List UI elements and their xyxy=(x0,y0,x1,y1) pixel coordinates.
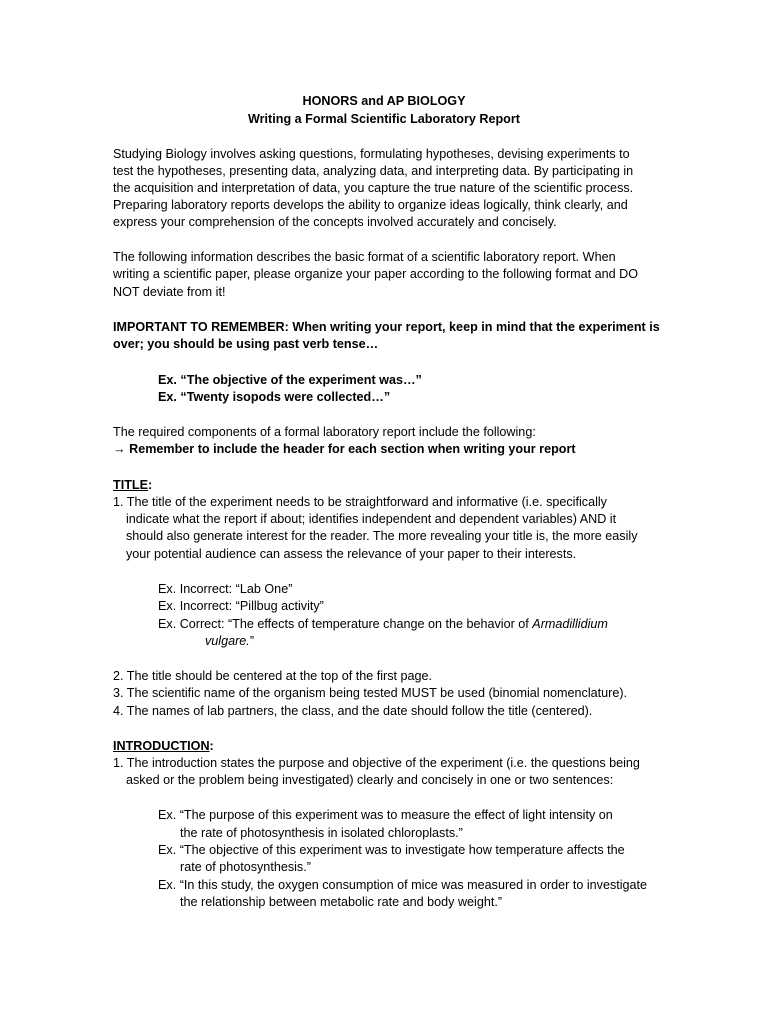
title-item-line: indicate what the report if about; identifies independent and dependent variables) AND it xyxy=(126,512,617,526)
intro-paragraph-line: Studying Biology involves asking questions, formulating hypotheses, devising experiments to xyxy=(113,147,630,161)
title-item-line: your potential audience can assess the relevance of your paper to their interests. xyxy=(126,547,577,561)
title-example: Ex. Incorrect: “Lab One” xyxy=(158,582,293,596)
introduction-example: the relationship between metabolic rate and body weight.” xyxy=(180,895,503,909)
format-paragraph-line: NOT deviate from it! xyxy=(113,285,226,299)
intro-paragraph-line: Preparing laboratory reports develops the ability to organize ideas logically, think clearly, and xyxy=(113,198,628,212)
title-example: Ex. Incorrect: “Pillbug activity” xyxy=(158,599,324,613)
introduction-item-line: 1. The introduction states the purpose and objective of the experiment (i.e. the questions being xyxy=(113,756,640,770)
title-section-heading xyxy=(113,477,152,494)
important-note-line: over; you should be using past verb tense… xyxy=(113,337,379,351)
components-intro: The required components of a formal laboratory report include the following: xyxy=(113,425,536,439)
title-example-correct xyxy=(158,616,608,633)
species-name: vulgare. xyxy=(205,634,250,648)
introduction-example: rate of photosynthesis.” xyxy=(180,860,311,874)
introduction-example: Ex. “The objective of this experiment was to investigate how temperature affects the xyxy=(158,843,625,857)
genus-name: Armadillidium xyxy=(532,617,608,631)
introduction-heading-text: INTRODUCTION xyxy=(113,739,210,753)
format-paragraph-line: writing a scientific paper, please organize your paper according to the following format and DO xyxy=(113,267,639,281)
important-note-line: IMPORTANT TO REMEMBER: When writing your report, keep in mind that the experiment is xyxy=(113,320,660,334)
introduction-example: the rate of photosynthesis in isolated chloroplasts.” xyxy=(180,826,463,840)
title-item-line: should also generate interest for the reader. The more revealing your title is, the more easily xyxy=(126,529,638,543)
intro-paragraph-line: test the hypotheses, presenting data, analyzing data, and interpreting data. By participating in xyxy=(113,164,634,178)
title-item-line: 3. The scientific name of the organism being tested MUST be used (binomial nomenclature). xyxy=(113,686,628,700)
format-paragraph-line: The following information describes the basic format of a scientific laboratory report. When xyxy=(113,250,616,264)
components-reminder: → Remember to include the header for each section when writing your report xyxy=(113,442,576,456)
title-example-correct-prefix: Ex. Correct: “The effects of temperature change on the behavior of xyxy=(158,617,533,631)
introduction-item-line: asked or the problem being investigated) clearly and concisely in one or two sentences: xyxy=(126,773,614,787)
tense-example: Ex. “Twenty isopods were collected…” xyxy=(158,390,391,404)
intro-paragraph-line: the acquisition and interpretation of data, you capture the true nature of the scientific process. xyxy=(113,181,634,195)
title-heading-colon: : xyxy=(147,478,153,492)
title-item-line: 1. The title of the experiment needs to be straightforward and informative (i.e. specifically xyxy=(113,495,607,509)
document-subtitle: Writing a Formal Scientific Laboratory Report xyxy=(248,112,520,126)
document-title: HONORS and AP BIOLOGY xyxy=(302,94,466,108)
introduction-example: Ex. “The purpose of this experiment was to measure the effect of light intensity on xyxy=(158,808,613,822)
title-example-correct-cont xyxy=(205,633,254,650)
introduction-heading-colon: : xyxy=(209,739,214,753)
title-item-line: 2. The title should be centered at the top of the first page. xyxy=(113,669,433,683)
title-item-line: 4. The names of lab partners, the class, and the date should follow the title (centered). xyxy=(113,704,593,718)
title-example-correct-close: ” xyxy=(249,634,255,648)
intro-paragraph-line: express your comprehension of the concepts involved accurately and concisely. xyxy=(113,215,557,229)
introduction-example: Ex. “In this study, the oxygen consumption of mice was measured in order to investigate xyxy=(158,878,648,892)
introduction-section-heading xyxy=(113,738,214,755)
tense-example: Ex. “The objective of the experiment was…” xyxy=(158,373,422,387)
title-heading-text: TITLE xyxy=(113,478,148,492)
